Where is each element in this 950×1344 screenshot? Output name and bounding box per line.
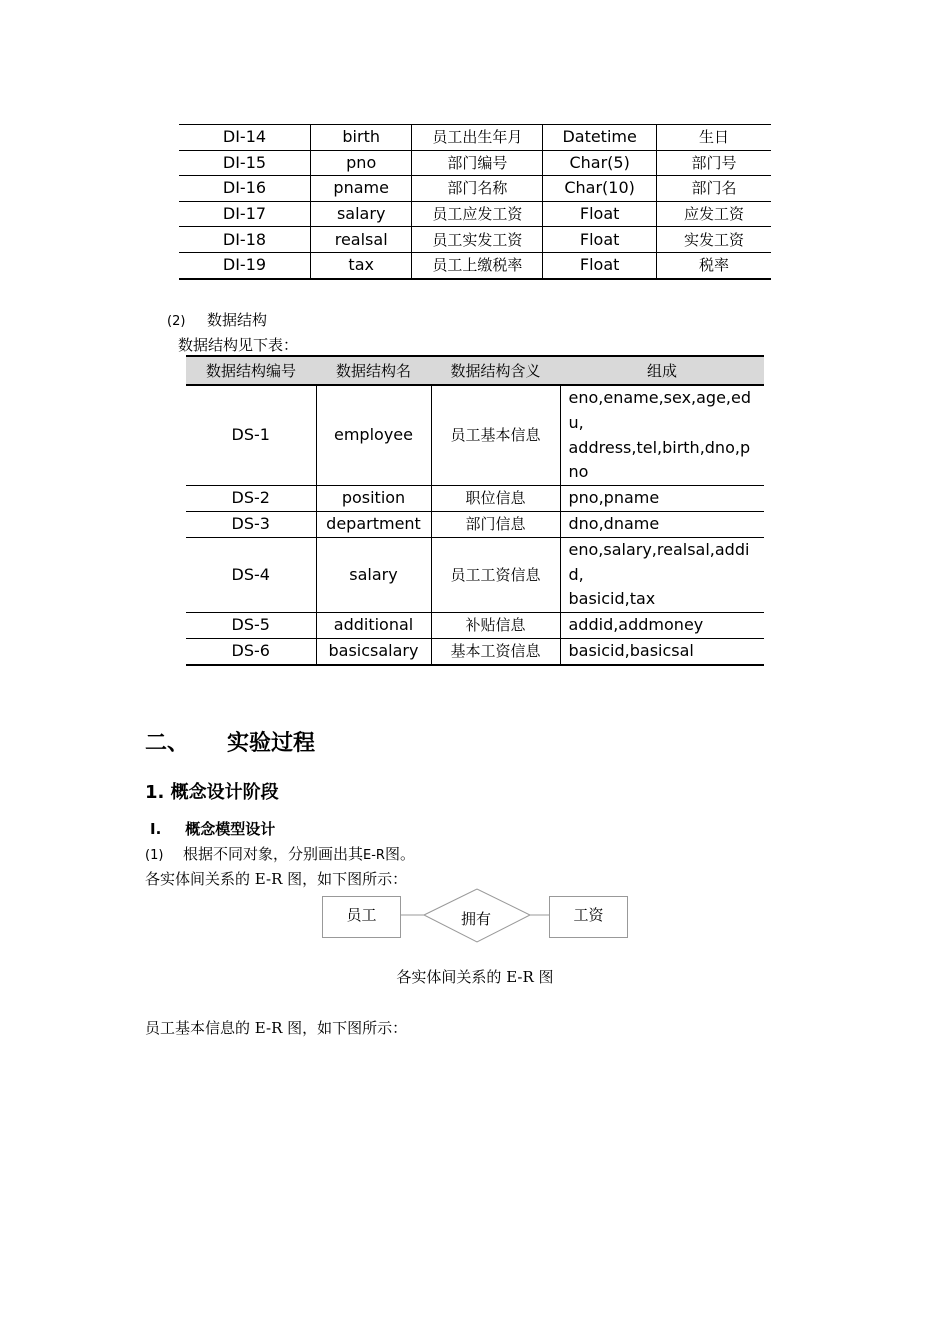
heading-conceptual-design: 1. 概念设计阶段 [145, 782, 279, 803]
section-2-intro: 数据结构见下表： [178, 336, 299, 354]
ds-header-meaning: 数据结构含义 [431, 356, 560, 385]
ds-meaning-cell: 补贴信息 [431, 613, 560, 639]
di-meaning-cell: 员工应发工资 [412, 201, 543, 227]
di-type-cell: Float [543, 227, 657, 253]
di-meaning-cell: 员工出生年月 [412, 125, 543, 151]
ds-composition-cell: eno,salary,realsal,addid, basicid,tax [560, 537, 764, 612]
heading-1-text: 实验过程 [227, 731, 316, 756]
di-alias-cell: 税率 [656, 252, 771, 278]
ds-composition-cell: pno,pname [560, 486, 764, 512]
step-1-text: 根据不同对象，分别画出其 [182, 845, 363, 863]
ds-meaning-cell: 员工基本信息 [431, 385, 560, 486]
step-1-er: E-R [363, 848, 385, 863]
ds-meaning-cell: 职位信息 [431, 486, 560, 512]
ds-id-cell: DS-3 [186, 511, 316, 537]
di-field-cell: realsal [310, 227, 412, 253]
ds-meaning-cell: 部门信息 [431, 511, 560, 537]
ds-header-name: 数据结构名 [316, 356, 431, 385]
ds-meaning-cell: 基本工资信息 [431, 638, 560, 664]
ds-id-cell: DS-6 [186, 638, 316, 664]
er-entity-salary [549, 896, 628, 938]
di-alias-cell: 实发工资 [656, 227, 771, 253]
di-type-cell: Float [543, 201, 657, 227]
ds-id-cell: DS-1 [186, 385, 316, 486]
di-id-cell: DI-15 [179, 150, 310, 176]
di-field-cell: pname [310, 176, 412, 202]
er-caption: 各实体间关系的 E-R 图 [396, 968, 554, 986]
di-meaning-cell: 员工实发工资 [412, 227, 543, 253]
heading-1-number: 二、 [145, 731, 190, 756]
di-id-cell: DI-17 [179, 201, 310, 227]
er-intro: 各实体间关系的 E-R 图，如下图所示： [145, 870, 408, 888]
di-type-cell: Float [543, 252, 657, 278]
di-id-cell: DI-14 [179, 125, 310, 151]
step-1-suffix: 图。 [384, 845, 415, 863]
di-id-cell: DI-19 [179, 252, 310, 278]
ds-meaning-cell: 员工工资信息 [431, 537, 560, 612]
ds-id-cell: DS-2 [186, 486, 316, 512]
di-field-cell: salary [310, 201, 412, 227]
ds-name-cell: position [316, 486, 431, 512]
ds-name-cell: department [316, 511, 431, 537]
ds-composition-cell: addid,addmoney [560, 613, 764, 639]
ds-header-composition: 组成 [560, 356, 764, 385]
di-type-cell: Char(10) [543, 176, 657, 202]
di-alias-cell: 部门号 [656, 150, 771, 176]
er-entity-employee-label: 员工 [346, 906, 377, 924]
er-entity-employee [322, 896, 401, 938]
ds-name-cell: additional [316, 613, 431, 639]
di-field-cell: tax [310, 252, 412, 278]
ds-composition-cell: eno,ename,sex,age,edu, address,tel,birth,dno,pno [560, 385, 764, 486]
di-field-cell: pno [310, 150, 412, 176]
er-intro-2: 员工基本信息的 E-R 图，如下图所示： [145, 1019, 408, 1037]
di-meaning-cell: 部门名称 [412, 176, 543, 202]
step-1-number: (1) [145, 848, 164, 863]
di-field-cell: birth [310, 125, 412, 151]
heading-3-text: 概念模型设计 [185, 820, 276, 838]
er-relation-label: 拥有 [461, 910, 492, 928]
di-meaning-cell: 部门编号 [412, 150, 543, 176]
ds-name-cell: employee [316, 385, 431, 486]
di-meaning-cell: 员工上缴税率 [412, 252, 543, 278]
er-entity-salary-label: 工资 [573, 906, 604, 924]
ds-id-cell: DS-4 [186, 537, 316, 612]
ds-name-cell: basicsalary [316, 638, 431, 664]
di-alias-cell: 部门名 [656, 176, 771, 202]
di-id-cell: DI-18 [179, 227, 310, 253]
ds-id-cell: DS-5 [186, 613, 316, 639]
ds-composition-cell: dno,dname [560, 511, 764, 537]
section-2-number: (2) [167, 314, 186, 329]
ds-header-id: 数据结构编号 [186, 356, 316, 385]
di-alias-cell: 应发工资 [656, 201, 771, 227]
ds-name-cell: salary [316, 537, 431, 612]
di-alias-cell: 生日 [656, 125, 771, 151]
di-type-cell: Char(5) [543, 150, 657, 176]
di-type-cell: Datetime [543, 125, 657, 151]
ds-composition-cell: basicid,basicsal [560, 638, 764, 664]
di-id-cell: DI-16 [179, 176, 310, 202]
heading-3-number: I. [150, 820, 162, 838]
section-2-title: 数据结构 [206, 311, 267, 329]
